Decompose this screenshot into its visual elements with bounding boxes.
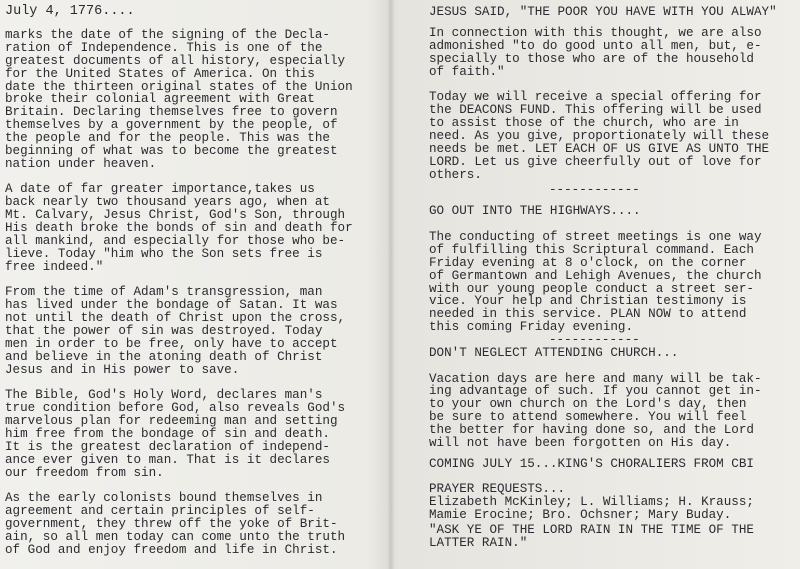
paragraph-offering: Today we will receive a special offering for the DEACONS FUND. This offering will be used to assist those of the church, who are in need. As you give, proportionately will these needs be met. LET EACH OF US GIVE AS UNTO THE LORD. Let us give cheerfully out of love for others. (429, 90, 770, 182)
page-fold (388, 0, 394, 569)
paragraph-transgression: From the time of Adam's transgression, man has lived under the bondage of Satan. It was not until the death of Christ upon the cross, that the power of sin was destroyed. Today men in order to be free, only have to accept and believe in the atoning death of Christ Jesus and in His power to save. (5, 285, 346, 377)
paragraph-street: The conducting of street meetings is one way of fulfilling this Scriptural command. Each Friday evening at 8 o'clock, on the corner of Germantown and Lehigh Avenues, the church with our young people conduct a street ser- vice. Your help and Christian testimony is needed in this service. PLAN NOW to attend this coming Friday evening. (429, 229, 762, 335)
left-column (5, 6, 373, 557)
right-column (429, 6, 789, 550)
heading-prayer: PRAYER REQUESTS... (429, 482, 566, 497)
prayer-list: Elizabeth McKinley; L. Williams; H. Krauss; Mamie Erocine; Bro. Ochsner; Mary Buday. (429, 495, 754, 523)
paragraph-colonists: As the early colonists bound themselves in agreement and certain principles of self- government, they threw off the yoke of Brit- ain, so all men today can come unto the truth of God and enjoy freedom and life in Christ. (5, 491, 346, 557)
date-heading: July 4, 1776.... (5, 4, 135, 19)
paragraph-calvary: A date of far greater importance,takes us back nearly two thousand years ago, when at Mt. Calvary, Jesus Christ, God's Son, through His death broke the bonds of sin and death for all mankind, and especially for those who be- lieve. Today "him who the Son sets free is free indeed." (5, 182, 353, 274)
heading-church: DON'T NEGLECT ATTENDING CHURCH... (429, 346, 679, 361)
closing-quote: "ASK YE OF THE LORD RAIN IN THE TIME OF THE LATTER RAIN." (429, 523, 754, 551)
divider-1: ------------ (549, 183, 640, 198)
paragraph-bible: The Bible, God's Holy Word, declares man's true condition before God, also reveals God's marvelous plan for redeeming man and setting him free from the bondage of sin and death. It is the greatest declaration of independ- ance ever given to man. That is it declares our freedom from sin. (5, 388, 346, 480)
heading-july15: COMING JULY 15...KING'S CHORALIERS FROM CBI (429, 456, 754, 471)
paragraph-thought: In connection with this thought, we are also admonished "to do good unto all men, but, e- specially to those who are of the household of faith." (429, 25, 762, 79)
divider-2: ------------ (549, 333, 640, 348)
paragraph-declaration: marks the date of the signing of the Decla- ration of Independence. This is one of the greatest documents of all history, especially for the United States of America. On this date the thirteen original states of the Union broke their colonial agreement with Great Britain. Declaring themselves free to govern themselves by a government by the people, of the people and for the people. This was the beginning of what was to become the greatest nation under heaven. (5, 27, 353, 171)
heading-poor: JESUS SAID, "THE POOR YOU HAVE WITH YOU ALWAY" (429, 5, 777, 19)
paragraph-vacation: Vacation days are here and many will be tak- ing advantage of such. If you cannot get in- to your own church on the Lord's day, then be sure to attend somewhere. You will feel the better for having done so, and the Lord will not have been forgotten on His day. (429, 371, 762, 451)
heading-highways: GO OUT INTO THE HIGHWAYS.... (429, 204, 641, 219)
